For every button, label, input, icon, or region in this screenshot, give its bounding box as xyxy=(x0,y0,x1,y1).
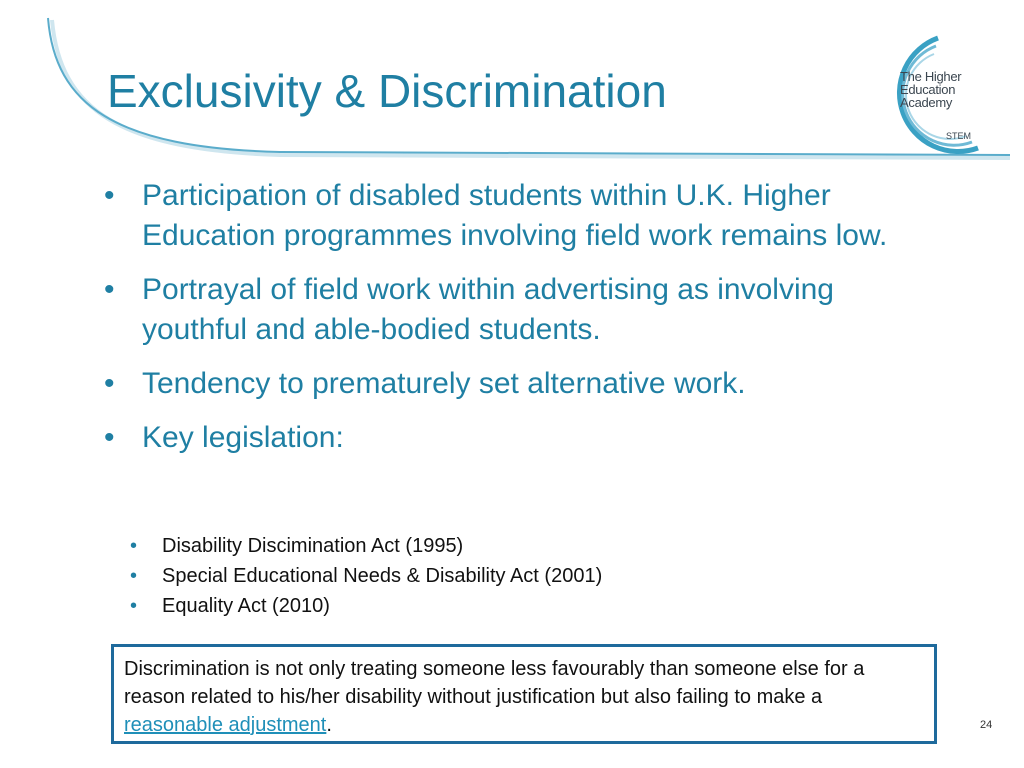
bullet-dot-icon: • xyxy=(104,421,115,454)
bullet-dot-icon: • xyxy=(130,535,138,557)
bullet-text: Tendency to prematurely set alternative work. xyxy=(142,367,746,400)
sub-bullet-text: Disability Discimination Act (1995) xyxy=(162,535,464,557)
callout-suffix: . xyxy=(326,714,332,736)
sub-bullet-item xyxy=(130,531,602,561)
bullet-item xyxy=(104,418,934,458)
callout-text: Discrimination is not only treating someone less favourably than someone else for a reason related to his/her disability without justification but also failing to make a xyxy=(124,658,865,708)
sub-bullet-item xyxy=(130,591,602,621)
logo-wordmark xyxy=(900,70,980,109)
bullet-dot-icon: • xyxy=(104,273,115,306)
bullet-text: Portrayal of field work within advertising as involving youthful and able-bodied students. xyxy=(142,273,834,346)
bullet-item xyxy=(104,364,934,404)
page-number: 24 xyxy=(980,719,993,731)
bullet-item xyxy=(104,270,934,350)
slide-title: Exclusivity & Discrimination xyxy=(107,65,667,117)
definition-callout-box xyxy=(111,644,937,744)
sub-bullet-text: Equality Act (2010) xyxy=(162,595,330,617)
bullet-text: Key legislation: xyxy=(142,421,344,454)
bullet-text: Participation of disabled students within U.K. Higher Education programmes involving field work remains low. xyxy=(142,179,888,252)
legislation-list xyxy=(130,531,602,621)
bullet-dot-icon: • xyxy=(104,367,115,400)
bullet-dot-icon: • xyxy=(104,179,115,212)
reasonable-adjustment-link[interactable]: reasonable adjustment xyxy=(124,714,327,736)
bullet-item xyxy=(104,176,934,256)
bullet-dot-icon: • xyxy=(130,565,138,587)
logo-line-1: The Higher xyxy=(900,69,962,84)
sub-bullet-text: Special Educational Needs & Disability Act (2001) xyxy=(162,565,603,587)
logo-line-2: Education xyxy=(900,82,956,97)
main-bullet-list xyxy=(104,176,934,472)
sub-bullet-item xyxy=(130,561,602,591)
bullet-dot-icon: • xyxy=(130,595,138,617)
logo-line-3: Academy xyxy=(900,95,953,110)
logo-tag: STEM xyxy=(946,131,972,141)
